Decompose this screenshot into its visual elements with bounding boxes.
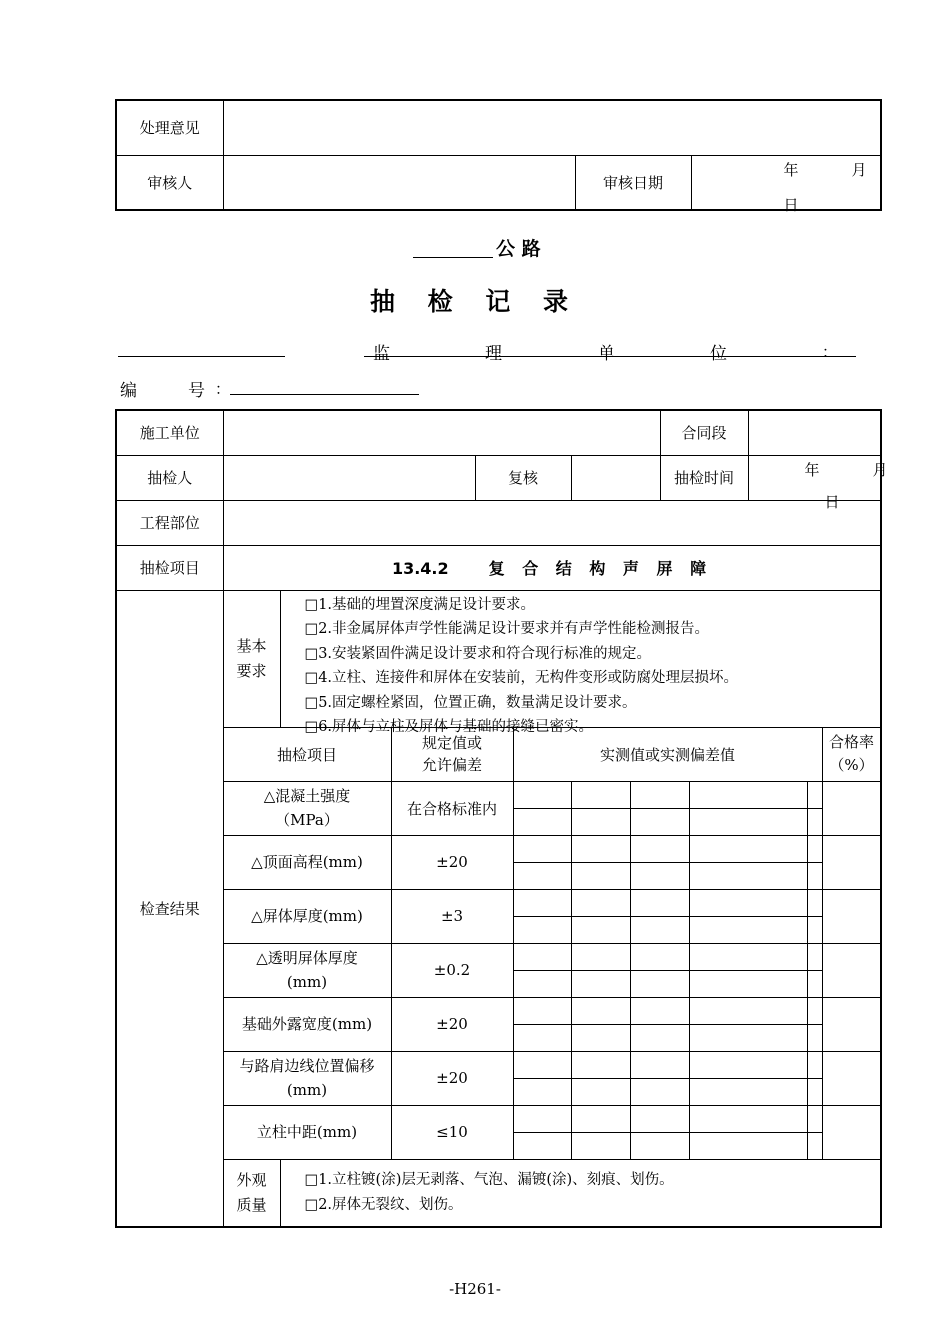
- supervisor-char-1: 监: [373, 344, 390, 364]
- opinion-field[interactable]: [223, 100, 881, 155]
- basic-req-3: □3.安装紧固件满足设计要求和符合现行标准的规定。: [304, 645, 652, 662]
- measure-cell[interactable]: [807, 1024, 822, 1051]
- measure-cell[interactable]: [689, 1105, 807, 1132]
- item-spec-cell: ±20: [391, 1051, 513, 1105]
- measure-cell[interactable]: [807, 1132, 822, 1159]
- measure-cell[interactable]: [513, 808, 571, 835]
- recheck-label: 复核: [475, 455, 571, 500]
- item-name-cell: [223, 1105, 391, 1159]
- contract-section-field[interactable]: [748, 410, 881, 455]
- measure-cell[interactable]: [571, 1024, 630, 1051]
- item-name-line-1: △顶面高程(mm): [251, 853, 363, 871]
- measure-cell[interactable]: [571, 808, 630, 835]
- measure-cell[interactable]: [513, 943, 571, 970]
- item-name-line-2: （MPa）: [275, 811, 339, 829]
- pass-rate-cell[interactable]: [822, 1105, 881, 1159]
- measure-cell[interactable]: [513, 970, 571, 997]
- item-name-cell: [223, 835, 391, 889]
- measure-cell[interactable]: [689, 970, 807, 997]
- measure-cell[interactable]: [630, 835, 689, 862]
- measure-cell[interactable]: [689, 835, 807, 862]
- project-part-field[interactable]: [223, 500, 881, 545]
- item-name-line-1: 立柱中距(mm): [256, 1123, 358, 1141]
- pass-rate-cell[interactable]: [822, 943, 881, 997]
- basic-req-6: □6.屏体与立柱及屏体与基础的接缝已密实。: [304, 719, 594, 736]
- measure-cell[interactable]: [630, 1051, 689, 1078]
- measure-cell[interactable]: [571, 1051, 630, 1078]
- measure-cell[interactable]: [630, 970, 689, 997]
- measure-cell[interactable]: [513, 1132, 571, 1159]
- inspect-time-day: 日: [824, 492, 840, 511]
- measure-cell[interactable]: [807, 1105, 822, 1132]
- measure-cell[interactable]: [513, 1078, 571, 1105]
- measure-cell[interactable]: [513, 1024, 571, 1051]
- measure-cell[interactable]: [571, 1105, 630, 1132]
- measure-cell[interactable]: [630, 916, 689, 943]
- item-name-line-1: 与路肩边线位置偏移: [239, 1057, 375, 1075]
- col-spec-line-1: 规定值或: [421, 734, 482, 752]
- appearance-quality: [280, 1159, 881, 1227]
- construction-unit-field[interactable]: [223, 410, 660, 455]
- measure-cell[interactable]: [689, 916, 807, 943]
- review-date-field[interactable]: [691, 155, 881, 214]
- col-item-header: 抽检项目: [223, 727, 391, 781]
- measure-cell[interactable]: [807, 889, 822, 916]
- basic-req-label-line-2: 要求: [236, 661, 267, 680]
- measure-cell[interactable]: [630, 808, 689, 835]
- inspect-time-label: 抽检时间: [660, 455, 748, 500]
- measure-cell[interactable]: [513, 862, 571, 889]
- review-date-month: 月: [851, 160, 867, 179]
- item-name-cell: [223, 781, 391, 835]
- item-spec-cell: 在合格标准内: [391, 781, 513, 835]
- page-title: 抽 检 记 录: [369, 287, 581, 316]
- measure-cell[interactable]: [689, 1132, 807, 1159]
- measure-cell[interactable]: [571, 1132, 630, 1159]
- reviewer-field[interactable]: [223, 155, 575, 210]
- measure-cell[interactable]: [689, 889, 807, 916]
- appearance-label-line-1: 外观: [236, 1170, 267, 1189]
- measure-cell[interactable]: [571, 970, 630, 997]
- serial-char-1: 编: [120, 381, 137, 401]
- item-spec-cell: ±20: [391, 997, 513, 1051]
- serial-line: [230, 394, 419, 395]
- item-spec-cell: ±20: [391, 835, 513, 889]
- reviewer-label: 审核人: [116, 155, 223, 210]
- measure-cell[interactable]: [571, 943, 630, 970]
- inspect-time-month: 月: [872, 460, 888, 479]
- inspect-time-year: 年: [804, 460, 820, 479]
- pass-rate-cell[interactable]: [822, 835, 881, 889]
- measure-cell[interactable]: [689, 997, 807, 1024]
- recheck-field[interactable]: [571, 455, 660, 500]
- measure-cell[interactable]: [807, 1051, 822, 1078]
- measure-cell[interactable]: [807, 916, 822, 943]
- inspection-table: [115, 409, 888, 1228]
- measure-cell[interactable]: [571, 1078, 630, 1105]
- col-pass-header: [822, 727, 881, 781]
- basic-req-label-line-1: 基本: [236, 636, 267, 655]
- review-table: [115, 99, 882, 214]
- col-spec-line-2: 允许偏差: [421, 756, 482, 774]
- basic-req-label: [223, 590, 280, 727]
- appearance-item-1: □1.立柱镀(涂)层无剥落、气泡、漏镀(涂)、刻痕、划伤。: [304, 1172, 674, 1189]
- supervisor-char-3: 单: [598, 344, 615, 364]
- measure-cell[interactable]: [571, 889, 630, 916]
- opinion-label: 处理意见: [116, 100, 223, 155]
- item-name-cell: [223, 1051, 391, 1105]
- road-name-line: [413, 257, 493, 258]
- measure-cell[interactable]: [807, 781, 822, 808]
- measure-cell[interactable]: [689, 1024, 807, 1051]
- pass-rate-cell[interactable]: [822, 781, 881, 835]
- item-name-line-2: (mm): [286, 1081, 328, 1099]
- col-pass-line-2: （%）: [829, 756, 874, 774]
- measure-cell[interactable]: [571, 781, 630, 808]
- measure-cell[interactable]: [689, 781, 807, 808]
- basic-req-4: □4.立柱、连接件和屏体在安装前，无构件变形或防腐处理层损坏。: [304, 670, 739, 687]
- item-name-line-1: △混凝土强度: [263, 787, 351, 805]
- review-date-year: 年: [783, 160, 799, 179]
- measure-cell[interactable]: [689, 808, 807, 835]
- appearance-item-2: □2.屏体无裂纹、划伤。: [304, 1196, 463, 1213]
- item-name: 复 合 结 构 声 屏 障: [488, 559, 713, 578]
- basic-req-5: □5.固定螺栓紧固，位置正确，数量满足设计要求。: [304, 694, 637, 711]
- serial-colon: ：: [215, 380, 231, 398]
- construction-unit-label: 施工单位: [116, 410, 223, 455]
- measure-cell[interactable]: [630, 862, 689, 889]
- project-name-line: [118, 356, 285, 357]
- inspect-item-value: [223, 545, 881, 590]
- pass-rate-cell[interactable]: [822, 1051, 881, 1105]
- measure-cell[interactable]: [571, 835, 630, 862]
- inspector-label: 抽检人: [116, 455, 223, 500]
- appearance-label-line-2: 质量: [236, 1195, 267, 1214]
- supervisor-char-2: 理: [485, 344, 502, 364]
- measure-cell[interactable]: [513, 835, 571, 862]
- item-name-cell: [223, 889, 391, 943]
- measure-cell[interactable]: [807, 862, 822, 889]
- measure-cell[interactable]: [630, 781, 689, 808]
- item-spec-cell: ≤10: [391, 1105, 513, 1159]
- inspector-field[interactable]: [223, 455, 475, 500]
- measure-cell[interactable]: [513, 1105, 571, 1132]
- measure-cell[interactable]: [630, 997, 689, 1024]
- measure-cell[interactable]: [571, 862, 630, 889]
- measure-cell[interactable]: [689, 862, 807, 889]
- measure-cell[interactable]: [630, 1132, 689, 1159]
- col-measured-header: 实测值或实测偏差值: [513, 727, 822, 781]
- measure-cell[interactable]: [689, 1078, 807, 1105]
- road-suffix: 公 路: [496, 238, 541, 260]
- measure-cell[interactable]: [630, 889, 689, 916]
- item-name-cell: [223, 943, 391, 997]
- basic-req-2: □2.非金属屏体声学性能满足设计要求并有声学性能检测报告。: [304, 621, 710, 638]
- item-name-line-1: △屏体厚度(mm): [251, 907, 363, 925]
- item-code: 13.4.2: [391, 559, 449, 578]
- supervisor-colon: ：: [822, 343, 838, 361]
- measure-cell[interactable]: [630, 1024, 689, 1051]
- measure-cell[interactable]: [807, 970, 822, 997]
- pass-rate-cell[interactable]: [822, 997, 881, 1051]
- supervisor-char-4: 位: [710, 344, 727, 364]
- measure-cell[interactable]: [513, 916, 571, 943]
- measure-cell[interactable]: [513, 1051, 571, 1078]
- measure-cell[interactable]: [630, 1105, 689, 1132]
- item-name-line-1: △透明屏体厚度: [256, 949, 358, 967]
- item-name-line-1: 基础外露宽度(mm): [241, 1015, 373, 1033]
- inspect-item-label: 抽检项目: [116, 545, 223, 590]
- page-number: -H261-: [449, 1280, 501, 1298]
- inspect-time-field[interactable]: [748, 455, 888, 511]
- check-result-label: 检查结果: [116, 590, 223, 1227]
- measure-cell[interactable]: [630, 943, 689, 970]
- measure-cell[interactable]: [513, 997, 571, 1024]
- appearance-label: [223, 1159, 280, 1227]
- measure-cell[interactable]: [571, 916, 630, 943]
- item-spec-cell: ±0.2: [391, 943, 513, 997]
- measure-cell[interactable]: [807, 808, 822, 835]
- measure-cell[interactable]: [807, 835, 822, 862]
- measure-cell[interactable]: [807, 1078, 822, 1105]
- measure-cell[interactable]: [689, 943, 807, 970]
- measure-cell[interactable]: [630, 1078, 689, 1105]
- project-part-label: 工程部位: [116, 500, 223, 545]
- item-name-line-2: (mm): [286, 973, 328, 991]
- item-name-cell: [223, 997, 391, 1051]
- measure-cell[interactable]: [571, 997, 630, 1024]
- col-pass-line-1: 合格率: [829, 733, 875, 751]
- contract-section-label: 合同段: [660, 410, 748, 455]
- measure-cell[interactable]: [513, 781, 571, 808]
- measure-cell[interactable]: [689, 1051, 807, 1078]
- review-date-day: 日: [783, 195, 799, 214]
- pass-rate-cell[interactable]: [822, 889, 881, 943]
- measure-cell[interactable]: [513, 889, 571, 916]
- item-spec-cell: ±3: [391, 889, 513, 943]
- serial-char-2: 号: [188, 381, 205, 401]
- basic-requirements: [280, 590, 881, 736]
- measure-cell[interactable]: [807, 997, 822, 1024]
- review-date-label: 审核日期: [575, 155, 691, 210]
- basic-req-1: □1.基础的埋置深度满足设计要求。: [304, 596, 536, 613]
- measure-cell[interactable]: [807, 943, 822, 970]
